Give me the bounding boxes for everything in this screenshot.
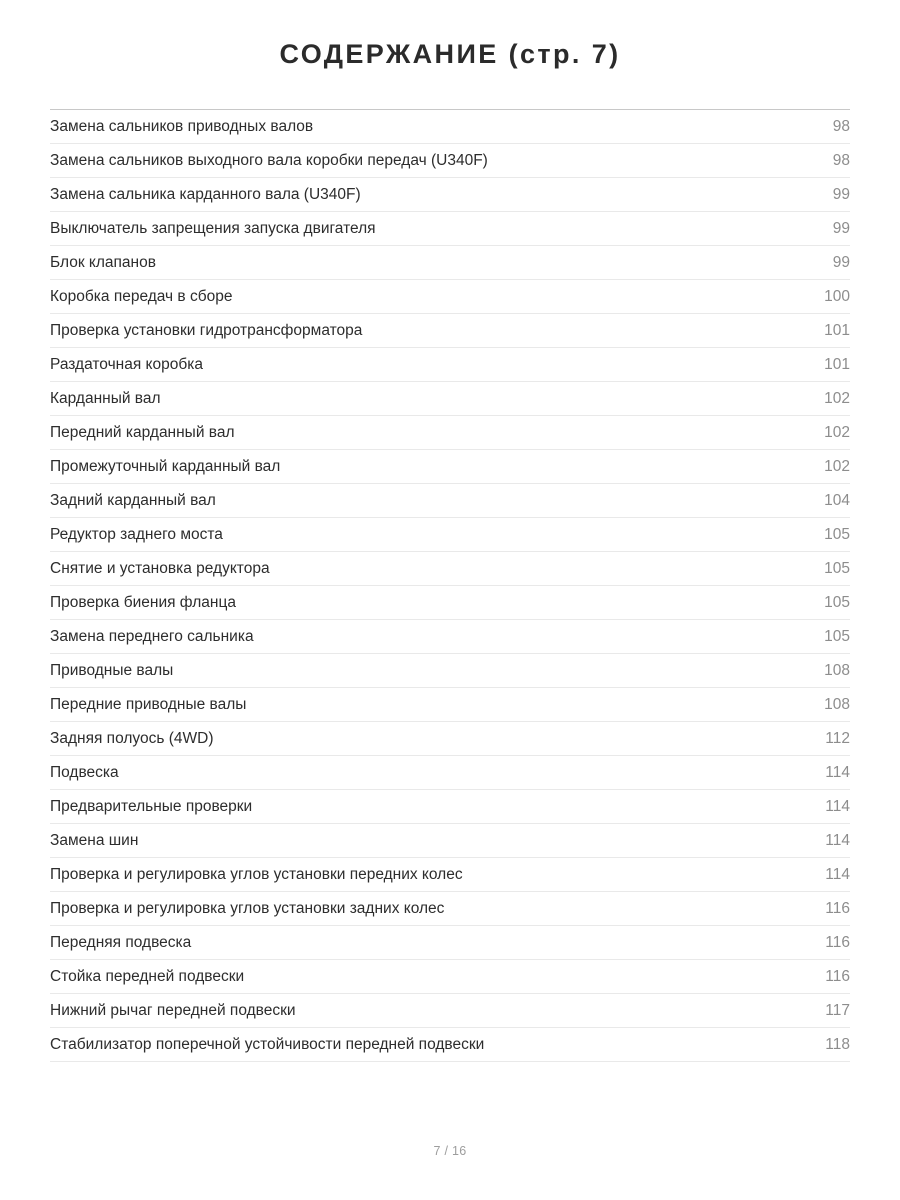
toc-entry-page-number: 118 <box>825 1036 850 1054</box>
toc-entry-title: Проверка биения фланца <box>50 594 236 612</box>
toc-entry-title: Замена сальников выходного вала коробки передач (U340F) <box>50 152 488 170</box>
toc-entry-title: Приводные валы <box>50 662 174 680</box>
toc-entry[interactable] <box>50 178 850 212</box>
toc-entry-page-number: 105 <box>824 628 850 646</box>
toc-entry-page-number: 102 <box>824 390 850 408</box>
toc-entry-title: Снятие и установка редуктора <box>50 560 270 578</box>
toc-entry-page-number: 105 <box>824 526 850 544</box>
toc-entry[interactable] <box>50 280 850 314</box>
toc-entry[interactable] <box>50 926 850 960</box>
toc-entry-title: Выключатель запрещения запуска двигателя <box>50 220 376 238</box>
toc-entry-title: Нижний рычаг передней подвески <box>50 1002 296 1020</box>
toc-entry-title: Редуктор заднего моста <box>50 526 223 544</box>
toc-entry[interactable] <box>50 110 850 144</box>
toc-entry-title: Коробка передач в сборе <box>50 288 233 306</box>
toc-entry-page-number: 98 <box>832 118 850 136</box>
toc-entry[interactable] <box>50 892 850 926</box>
toc-entry[interactable] <box>50 858 850 892</box>
toc-entry-title: Блок клапанов <box>50 254 156 272</box>
toc-entry-title: Проверка и регулировка углов установки задних колес <box>50 900 445 918</box>
toc-entry-page-number: 99 <box>832 220 850 238</box>
toc-entry-title: Подвеска <box>50 764 119 782</box>
toc-entry[interactable] <box>50 382 850 416</box>
toc-entry-page-number: 98 <box>832 152 850 170</box>
toc-entry[interactable] <box>50 654 850 688</box>
toc-entry-title: Замена шин <box>50 832 139 850</box>
toc-entry[interactable] <box>50 348 850 382</box>
toc-entry-title: Замена сальника карданного вала (U340F) <box>50 186 361 204</box>
page-title: СОДЕРЖАНИЕ (стр. 7) <box>279 39 621 69</box>
toc-entry-page-number: 102 <box>824 424 850 442</box>
toc-entry-page-number: 117 <box>825 1002 850 1020</box>
toc-entry-title: Раздаточная коробка <box>50 356 203 374</box>
toc-entry-title: Задний карданный вал <box>50 492 216 510</box>
toc-entry-title: Стойка передней подвески <box>50 968 245 986</box>
toc-entry-page-number: 101 <box>824 356 850 374</box>
toc-entry-title: Задняя полуось (4WD) <box>50 730 214 748</box>
toc-entry-page-number: 114 <box>825 764 850 782</box>
toc-entry[interactable] <box>50 790 850 824</box>
toc-entry[interactable] <box>50 756 850 790</box>
toc-entry[interactable] <box>50 416 850 450</box>
toc-entry-page-number: 114 <box>825 798 850 816</box>
toc-entry[interactable] <box>50 586 850 620</box>
toc-entry-page-number: 99 <box>832 186 850 204</box>
toc-entry[interactable] <box>50 824 850 858</box>
toc-entry-page-number: 101 <box>824 322 850 340</box>
toc-entry-page-number: 108 <box>824 696 850 714</box>
toc-entry[interactable] <box>50 144 850 178</box>
toc-entry-page-number: 116 <box>825 900 850 918</box>
toc-entry-page-number: 102 <box>824 458 850 476</box>
toc-entry[interactable] <box>50 450 850 484</box>
toc-entry-title: Предварительные проверки <box>50 798 253 816</box>
toc-entry-page-number: 105 <box>824 560 850 578</box>
toc-entry[interactable] <box>50 212 850 246</box>
toc-entry-title: Стабилизатор поперечной устойчивости передней подвески <box>50 1036 485 1054</box>
toc-entry-page-number: 108 <box>824 662 850 680</box>
toc-entry-title: Передний карданный вал <box>50 424 235 442</box>
toc-entry-page-number: 104 <box>824 492 850 510</box>
toc-entry-page-number: 116 <box>825 934 850 952</box>
toc-entry-title: Проверка установки гидротрансформатора <box>50 322 363 340</box>
toc-entry-page-number: 116 <box>825 968 850 986</box>
toc-entry[interactable] <box>50 1028 850 1062</box>
toc-entry-title: Проверка и регулировка углов установки передних колес <box>50 866 463 884</box>
toc-entry-page-number: 112 <box>825 730 850 748</box>
toc-entry-page-number: 114 <box>825 866 850 884</box>
toc-entry-title: Карданный вал <box>50 390 161 408</box>
toc-entry[interactable] <box>50 960 850 994</box>
toc-entry-page-number: 105 <box>824 594 850 612</box>
toc-entry[interactable] <box>50 552 850 586</box>
toc-entry[interactable] <box>50 518 850 552</box>
toc-entry[interactable] <box>50 314 850 348</box>
toc-entry[interactable] <box>50 688 850 722</box>
toc-entry[interactable] <box>50 246 850 280</box>
toc-entry-title: Замена сальников приводных валов <box>50 118 314 136</box>
toc-entry[interactable] <box>50 620 850 654</box>
toc-entry-page-number: 100 <box>824 288 850 306</box>
page-pagination: 7 / 16 <box>433 1144 467 1158</box>
toc-entry-title: Передняя подвеска <box>50 934 192 952</box>
toc-entry-title: Передние приводные валы <box>50 696 247 714</box>
toc-entry-page-number: 114 <box>825 832 850 850</box>
toc-entry[interactable] <box>50 484 850 518</box>
toc-entry[interactable] <box>50 994 850 1028</box>
toc-entry-title: Замена переднего сальника <box>50 628 254 646</box>
toc-entry-page-number: 99 <box>832 254 850 272</box>
table-of-contents-list <box>0 110 900 1062</box>
toc-entry[interactable] <box>50 722 850 756</box>
toc-entry-title: Промежуточный карданный вал <box>50 458 281 476</box>
